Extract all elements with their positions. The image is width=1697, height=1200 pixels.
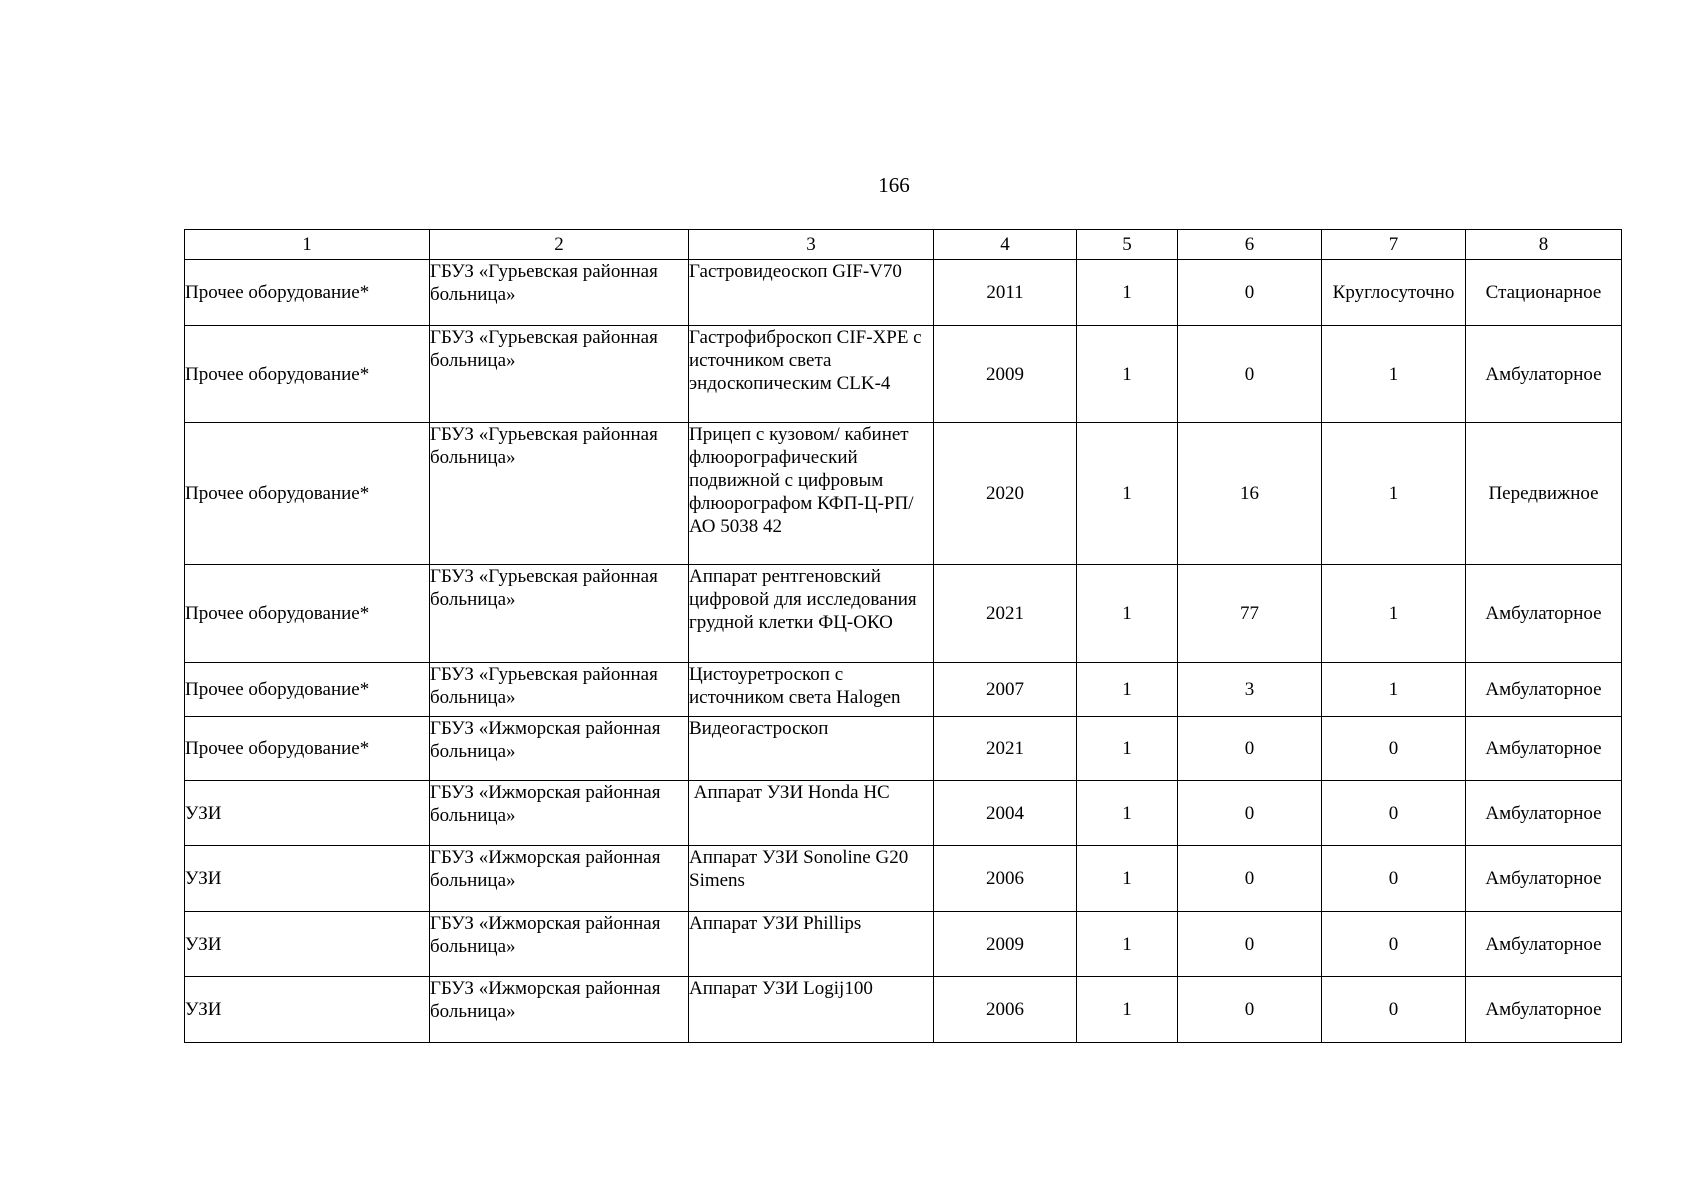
column-6-cell: 0	[1178, 326, 1322, 423]
column-6-cell: 77	[1178, 565, 1322, 663]
column-6-cell: 0	[1178, 977, 1322, 1043]
header-cell: 4	[934, 230, 1077, 260]
column-8-cell: Амбулаторное	[1466, 663, 1622, 717]
year-cell: 2021	[934, 565, 1077, 663]
year-cell: 2006	[934, 977, 1077, 1043]
table-row	[185, 326, 1622, 423]
table-row	[185, 781, 1622, 846]
column-6-cell: 16	[1178, 423, 1322, 565]
organization-cell: ГБУЗ «Гурьевская районная больница»	[430, 326, 689, 423]
quantity-cell: 1	[1077, 423, 1178, 565]
table-row	[185, 423, 1622, 565]
organization-cell: ГБУЗ «Ижморская районная больница»	[430, 717, 689, 781]
column-7-cell: 1	[1322, 565, 1466, 663]
year-cell: 2007	[934, 663, 1077, 717]
equipment-name-cell: Гастровидеоскоп GIF-V70	[689, 260, 934, 326]
column-7-cell: 0	[1322, 912, 1466, 977]
header-cell: 6	[1178, 230, 1322, 260]
equipment-type-cell: Прочее оборудование*	[185, 565, 430, 663]
year-cell: 2011	[934, 260, 1077, 326]
table-header-row	[185, 230, 1622, 260]
column-6-cell: 0	[1178, 260, 1322, 326]
column-7-cell: 1	[1322, 663, 1466, 717]
equipment-name-cell: Аппарат УЗИ Sonoline G20 Simens	[689, 846, 934, 912]
column-8-cell: Амбулаторное	[1466, 717, 1622, 781]
column-6-cell: 0	[1178, 846, 1322, 912]
table-row	[185, 912, 1622, 977]
quantity-cell: 1	[1077, 663, 1178, 717]
page-number: 166	[878, 173, 910, 197]
organization-cell: ГБУЗ «Ижморская районная больница»	[430, 846, 689, 912]
table-row	[185, 663, 1622, 717]
column-8-cell: Стационарное	[1466, 260, 1622, 326]
table-row	[185, 260, 1622, 326]
equipment-type-cell: Прочее оборудование*	[185, 423, 430, 565]
organization-cell: ГБУЗ «Ижморская районная больница»	[430, 912, 689, 977]
equipment-type-cell: УЗИ	[185, 977, 430, 1043]
equipment-name-cell: Видеогастроскоп	[689, 717, 934, 781]
column-7-cell: 0	[1322, 781, 1466, 846]
organization-cell: ГБУЗ «Гурьевская районная больница»	[430, 663, 689, 717]
column-8-cell: Амбулаторное	[1466, 565, 1622, 663]
organization-cell: ГБУЗ «Гурьевская районная больница»	[430, 565, 689, 663]
column-7-cell: Круглосуточно	[1322, 260, 1466, 326]
column-7-cell: 0	[1322, 717, 1466, 781]
equipment-name-cell: Аппарат УЗИ Logij100	[689, 977, 934, 1043]
equipment-name-cell: Аппарат УЗИ Phillips	[689, 912, 934, 977]
equipment-type-cell: УЗИ	[185, 781, 430, 846]
year-cell: 2009	[934, 912, 1077, 977]
header-cell: 1	[185, 230, 430, 260]
column-8-cell: Амбулаторное	[1466, 781, 1622, 846]
equipment-type-cell: Прочее оборудование*	[185, 326, 430, 423]
header-cell: 3	[689, 230, 934, 260]
quantity-cell: 1	[1077, 912, 1178, 977]
year-cell: 2009	[934, 326, 1077, 423]
equipment-type-cell: Прочее оборудование*	[185, 663, 430, 717]
year-cell: 2020	[934, 423, 1077, 565]
equipment-name-cell: Аппарат рентгеновский цифровой для исследования грудной клетки ФЦ-ОКО	[689, 565, 934, 663]
organization-cell: ГБУЗ «Гурьевская районная больница»	[430, 423, 689, 565]
organization-cell: ГБУЗ «Гурьевская районная больница»	[430, 260, 689, 326]
column-7-cell: 1	[1322, 423, 1466, 565]
quantity-cell: 1	[1077, 565, 1178, 663]
header-cell: 8	[1466, 230, 1622, 260]
table-row	[185, 717, 1622, 781]
column-6-cell: 0	[1178, 717, 1322, 781]
organization-cell: ГБУЗ «Ижморская районная больница»	[430, 781, 689, 846]
column-8-cell: Передвижное	[1466, 423, 1622, 565]
organization-cell: ГБУЗ «Ижморская районная больница»	[430, 977, 689, 1043]
table-row	[185, 565, 1622, 663]
equipment-type-cell: Прочее оборудование*	[185, 717, 430, 781]
column-7-cell: 0	[1322, 977, 1466, 1043]
column-6-cell: 0	[1178, 912, 1322, 977]
equipment-type-cell: УЗИ	[185, 846, 430, 912]
equipment-name-cell: Прицеп с кузовом/ кабинет флюорографический подвижной с цифровым флюорографом КФП-Ц-РП/ АО 5038 42	[689, 423, 934, 565]
quantity-cell: 1	[1077, 260, 1178, 326]
column-6-cell: 3	[1178, 663, 1322, 717]
header-cell: 5	[1077, 230, 1178, 260]
quantity-cell: 1	[1077, 781, 1178, 846]
header-cell: 2	[430, 230, 689, 260]
equipment-type-cell: УЗИ	[185, 912, 430, 977]
header-cell: 7	[1322, 230, 1466, 260]
column-6-cell: 0	[1178, 781, 1322, 846]
column-8-cell: Амбулаторное	[1466, 977, 1622, 1043]
year-cell: 2004	[934, 781, 1077, 846]
table-row	[185, 977, 1622, 1043]
column-7-cell: 0	[1322, 846, 1466, 912]
column-8-cell: Амбулаторное	[1466, 912, 1622, 977]
quantity-cell: 1	[1077, 717, 1178, 781]
table-row	[185, 846, 1622, 912]
equipment-name-cell: Цистоуретроскоп с источником света Halogen	[689, 663, 934, 717]
column-8-cell: Амбулаторное	[1466, 846, 1622, 912]
column-7-cell: 1	[1322, 326, 1466, 423]
column-8-cell: Амбулаторное	[1466, 326, 1622, 423]
equipment-name-cell: Аппарат УЗИ Honda HC	[689, 781, 934, 846]
quantity-cell: 1	[1077, 977, 1178, 1043]
equipment-table	[184, 229, 1622, 1043]
quantity-cell: 1	[1077, 846, 1178, 912]
equipment-name-cell: Гастрофиброскоп CIF-XPE с источником света эндоскопическим CLK-4	[689, 326, 934, 423]
year-cell: 2006	[934, 846, 1077, 912]
year-cell: 2021	[934, 717, 1077, 781]
equipment-type-cell: Прочее оборудование*	[185, 260, 430, 326]
quantity-cell: 1	[1077, 326, 1178, 423]
